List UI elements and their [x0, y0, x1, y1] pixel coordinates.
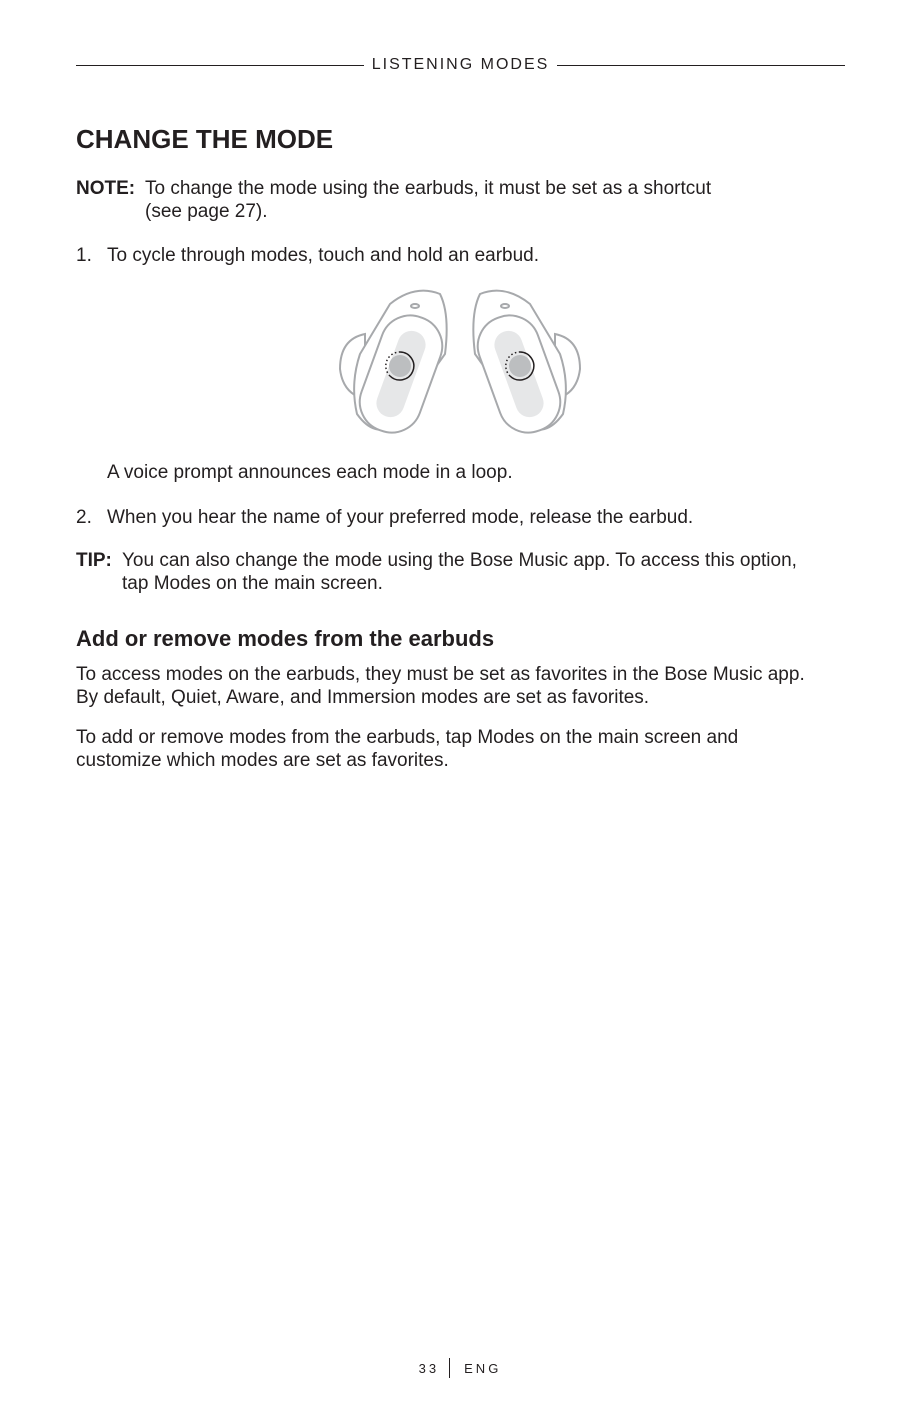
subsection-title: Add or remove modes from the earbuds: [76, 626, 495, 651]
paragraph-line: By default, Quiet, Aware, and Immersion modes are set as favorites.: [76, 687, 650, 708]
step-1: [76, 244, 856, 267]
header-rule-right: [557, 65, 845, 66]
section-header: [76, 56, 845, 74]
language-code: ENG: [464, 1360, 502, 1376]
subsection-paragraph-1: [76, 663, 856, 709]
left-earbud-illustration: [340, 291, 451, 439]
step-number: 2.: [76, 507, 92, 528]
note-text-2: (see page 27).: [145, 201, 268, 222]
note-label: NOTE:: [76, 178, 136, 199]
earbuds-touch-and-hold-illustration: [335, 284, 585, 439]
step-2: [76, 506, 856, 529]
page-footer: [0, 1358, 920, 1378]
page-number: 33: [418, 1360, 440, 1376]
paragraph-line: To add or remove modes from the earbuds, tap Modes on the main screen and: [76, 727, 739, 748]
tip: [76, 549, 856, 595]
header-rule-left: [76, 65, 364, 66]
tip-text-2: tap Modes on the main screen.: [122, 573, 383, 594]
paragraph-line: To access modes on the earbuds, they must be set as favorites in the Bose Music app.: [76, 664, 805, 685]
footer-divider: [449, 1358, 450, 1378]
paragraph-line: customize which modes are set as favorites.: [76, 750, 449, 771]
step-text: To cycle through modes, touch and hold an earbud.: [107, 245, 540, 266]
tip-label: TIP:: [76, 550, 112, 571]
page-title: CHANGE THE MODE: [76, 124, 334, 154]
section-title: LISTENING MODES: [371, 56, 550, 73]
step-1-followup: A voice prompt announces each mode in a loop.: [107, 462, 513, 483]
note: [76, 177, 856, 223]
step-text: When you hear the name of your preferred mode, release the earbud.: [107, 507, 694, 528]
step-number: 1.: [76, 245, 92, 266]
subsection-paragraph-2: [76, 726, 856, 772]
tip-text-1: You can also change the mode using the Bose Music app. To access this option,: [122, 550, 797, 571]
right-earbud-illustration: [469, 291, 580, 439]
note-text-1: To change the mode using the earbuds, it must be set as a shortcut: [145, 178, 712, 199]
